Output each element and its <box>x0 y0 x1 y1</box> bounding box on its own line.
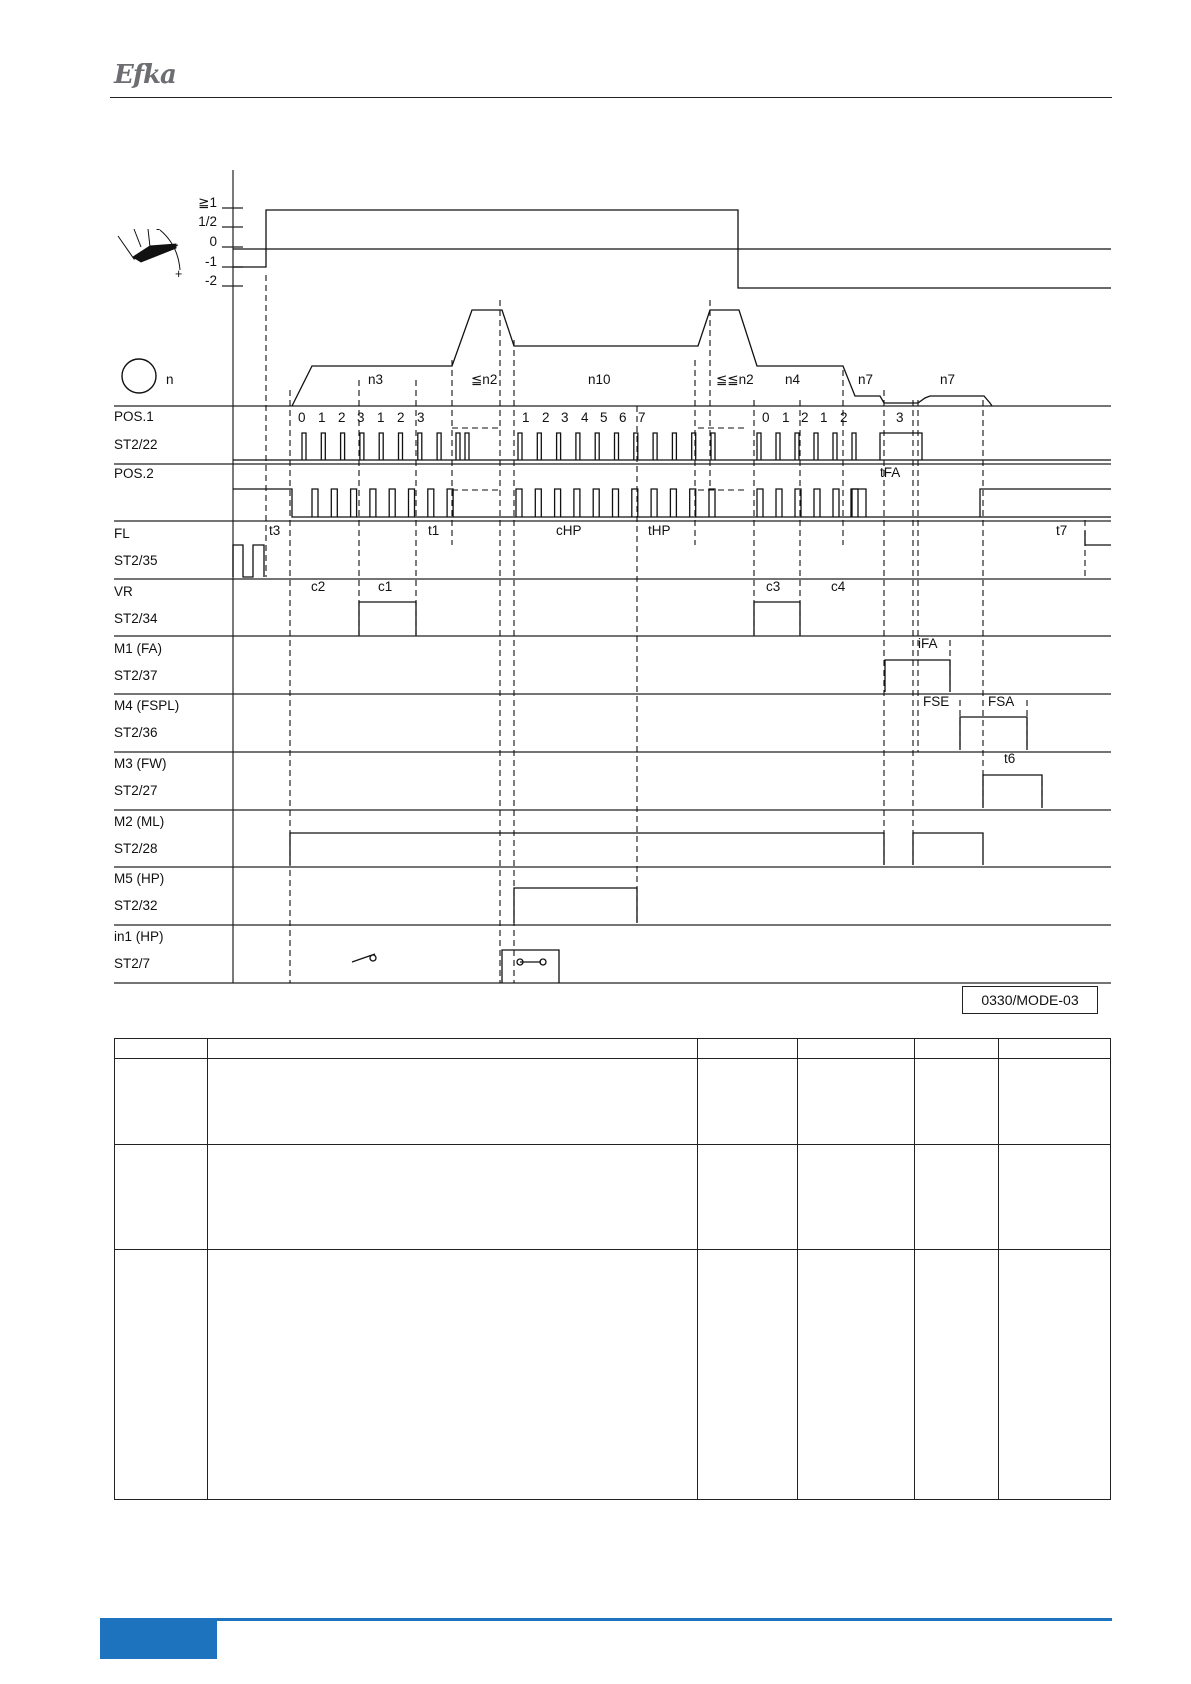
speed-label: n7 <box>940 372 956 387</box>
pedal-level-label: -1 <box>204 254 217 269</box>
row-label: FL <box>114 526 130 541</box>
pos2-pulse <box>428 489 434 517</box>
pos1-pulse <box>537 433 541 460</box>
row-label: VR <box>114 584 133 599</box>
pos1-number: 3 <box>417 410 425 425</box>
pos1-pulse <box>615 433 619 460</box>
pedal-level-label: 1/2 <box>198 214 217 229</box>
footer-bar <box>100 1618 1112 1621</box>
pos1-pulse <box>833 433 837 460</box>
pos2-baseline <box>233 489 1111 517</box>
row-sublabel: ST2/27 <box>114 783 158 798</box>
pos2-high <box>980 489 1111 517</box>
pos2-pulse <box>351 489 357 517</box>
motor-icon <box>122 359 156 393</box>
time-label: c2 <box>311 579 326 594</box>
pos1-pulse-wide <box>880 433 922 460</box>
fl-pulses <box>233 545 264 577</box>
time-label: t6 <box>1004 751 1016 766</box>
pos2-pulse <box>516 489 522 517</box>
pos1-number: 4 <box>581 410 589 425</box>
pos1-pulse <box>518 433 522 460</box>
pos2-pulse <box>709 489 715 517</box>
pedal-icon <box>118 229 180 270</box>
pedal-level-label: 0 <box>209 234 217 249</box>
pos1-number: 1 <box>377 410 385 425</box>
row-label: POS.1 <box>114 409 154 424</box>
pos2-pulse <box>312 489 318 517</box>
pos1-pulse <box>437 433 441 460</box>
pos1-pulse <box>595 433 599 460</box>
row-sublabel: ST2/28 <box>114 841 158 856</box>
m3-pulse <box>983 775 1042 808</box>
timing-guide-horizontal <box>452 428 745 490</box>
pos2-pulse <box>651 489 657 517</box>
pos2-pulse <box>370 489 376 517</box>
pos1-pulse <box>557 433 561 460</box>
time-label: FSA <box>988 694 1015 709</box>
time-label: iFA <box>918 636 938 651</box>
pos1-pulse <box>360 433 364 460</box>
pos1-pulse <box>757 433 761 460</box>
pos2-pulse <box>833 489 839 517</box>
pos1-pulse <box>852 433 856 460</box>
row-sublabel: ST2/32 <box>114 898 158 913</box>
time-label: cHP <box>556 523 582 538</box>
pos1-number: 3 <box>357 410 365 425</box>
pos1-number: 1 <box>318 410 326 425</box>
in1-pulse <box>502 950 559 983</box>
pos1-pulse <box>776 433 780 460</box>
pedal-foot <box>133 244 176 262</box>
pos1-pulse <box>653 433 657 460</box>
pos2-pulse <box>593 489 599 517</box>
row-sublabel: ST2/35 <box>114 553 158 568</box>
time-label: c4 <box>831 579 846 594</box>
fl-end <box>1085 531 1111 545</box>
speed-label: ≦≦n2 <box>716 372 754 387</box>
row-label: in1 (HP) <box>114 929 164 944</box>
pos1-number: 6 <box>619 410 627 425</box>
pos2-pulse <box>555 489 561 517</box>
pos1-number: 2 <box>542 410 550 425</box>
pos2-pulse <box>757 489 763 517</box>
time-label: t3 <box>269 523 281 538</box>
row-sublabel: ST2/36 <box>114 725 158 740</box>
speed-label: n10 <box>588 372 611 387</box>
pos1-number: 2 <box>840 410 848 425</box>
pos2-pulse <box>331 489 337 517</box>
pos1-number: 7 <box>638 410 646 425</box>
row-label: M5 (HP) <box>114 871 165 886</box>
table-header-row <box>115 1039 1111 1059</box>
time-label: t7 <box>1056 523 1068 538</box>
pos1-pulse <box>399 433 403 460</box>
pos1-number: 2 <box>397 410 405 425</box>
switch-open-icon <box>352 954 376 962</box>
speed-label: ≦n2 <box>471 372 498 387</box>
row-sublabel: ST2/22 <box>114 437 158 452</box>
pos1-number: 3 <box>561 410 569 425</box>
m5-pulse <box>514 888 637 923</box>
pos1-number: 0 <box>298 410 306 425</box>
time-label: t1 <box>428 523 440 538</box>
pedal-line <box>134 229 141 247</box>
motor-speed-label: n <box>166 372 174 387</box>
pos2-pulse <box>574 489 580 517</box>
pos1-pulse <box>321 433 325 460</box>
row-label: POS.2 <box>114 466 154 481</box>
pos1-pulse <box>341 433 345 460</box>
diagram-reference: 0330/MODE-03 <box>962 986 1098 1014</box>
row-sublabel: ST2/7 <box>114 956 151 971</box>
pos2-pulse <box>670 489 676 517</box>
m4-pulse <box>960 717 1027 750</box>
pedal-level-label: -2 <box>204 273 217 288</box>
speed-profile <box>292 310 992 406</box>
time-label: FSE <box>923 694 950 709</box>
pedal-level-label: ≧1 <box>198 195 217 210</box>
parameter-table <box>114 1038 1111 1500</box>
pos1-pulse <box>302 433 306 460</box>
row-label: M3 (FW) <box>114 756 167 771</box>
switch-closed-icon <box>517 959 546 965</box>
speed-label: n4 <box>785 372 801 387</box>
pos1-number: 2 <box>338 410 346 425</box>
time-label: c1 <box>378 579 393 594</box>
pos1-pulse <box>795 433 799 460</box>
speed-label: n7 <box>858 372 874 387</box>
vr-pulse-c1 <box>359 602 416 635</box>
pos2-pulse <box>613 489 619 517</box>
pos1-pulse <box>576 433 580 460</box>
pos2-pulse <box>409 489 415 517</box>
speed-label: n3 <box>368 372 384 387</box>
row-label: M4 (FSPL) <box>114 698 180 713</box>
pos2-pulse <box>776 489 782 517</box>
table-row <box>115 1059 1111 1145</box>
time-label: tHP <box>648 523 671 538</box>
pos2-pulse <box>852 489 858 517</box>
vr-pulse-c3 <box>754 602 800 635</box>
pos1-number: 1 <box>782 410 790 425</box>
pos2-pulse <box>632 489 638 517</box>
pos1-number: 5 <box>600 410 608 425</box>
row-sublabel: ST2/37 <box>114 668 158 683</box>
pos2-pulse <box>535 489 541 517</box>
pos1-pulse <box>711 433 715 460</box>
row-label: M1 (FA) <box>114 641 163 656</box>
pedal-line <box>148 229 150 247</box>
table-row <box>115 1250 1111 1500</box>
pos1-pulse <box>379 433 383 460</box>
pos1-pulse <box>465 433 469 460</box>
time-label: c3 <box>766 579 781 594</box>
pos1-number: 3 <box>896 410 904 425</box>
pos1-number: 2 <box>801 410 809 425</box>
pedal-minus-sign: - <box>156 222 161 236</box>
pos1-pulse <box>456 433 460 460</box>
footer-page-block <box>100 1621 217 1659</box>
pos1-number: 1 <box>820 410 828 425</box>
pos1-number: 1 <box>522 410 530 425</box>
time-label: tFA <box>880 465 901 480</box>
row-label: M2 (ML) <box>114 814 165 829</box>
pos2-pulse <box>814 489 820 517</box>
pos1-number: 0 <box>762 410 770 425</box>
pedal-plus-sign: + <box>175 267 183 281</box>
table-row <box>115 1145 1111 1250</box>
efka-logo: Efka <box>114 60 176 90</box>
row-sublabel: ST2/34 <box>114 611 158 626</box>
pos1-pulse <box>672 433 676 460</box>
pos2-pulse <box>389 489 395 517</box>
pos1-pulse <box>418 433 422 460</box>
pos1-pulse <box>814 433 818 460</box>
